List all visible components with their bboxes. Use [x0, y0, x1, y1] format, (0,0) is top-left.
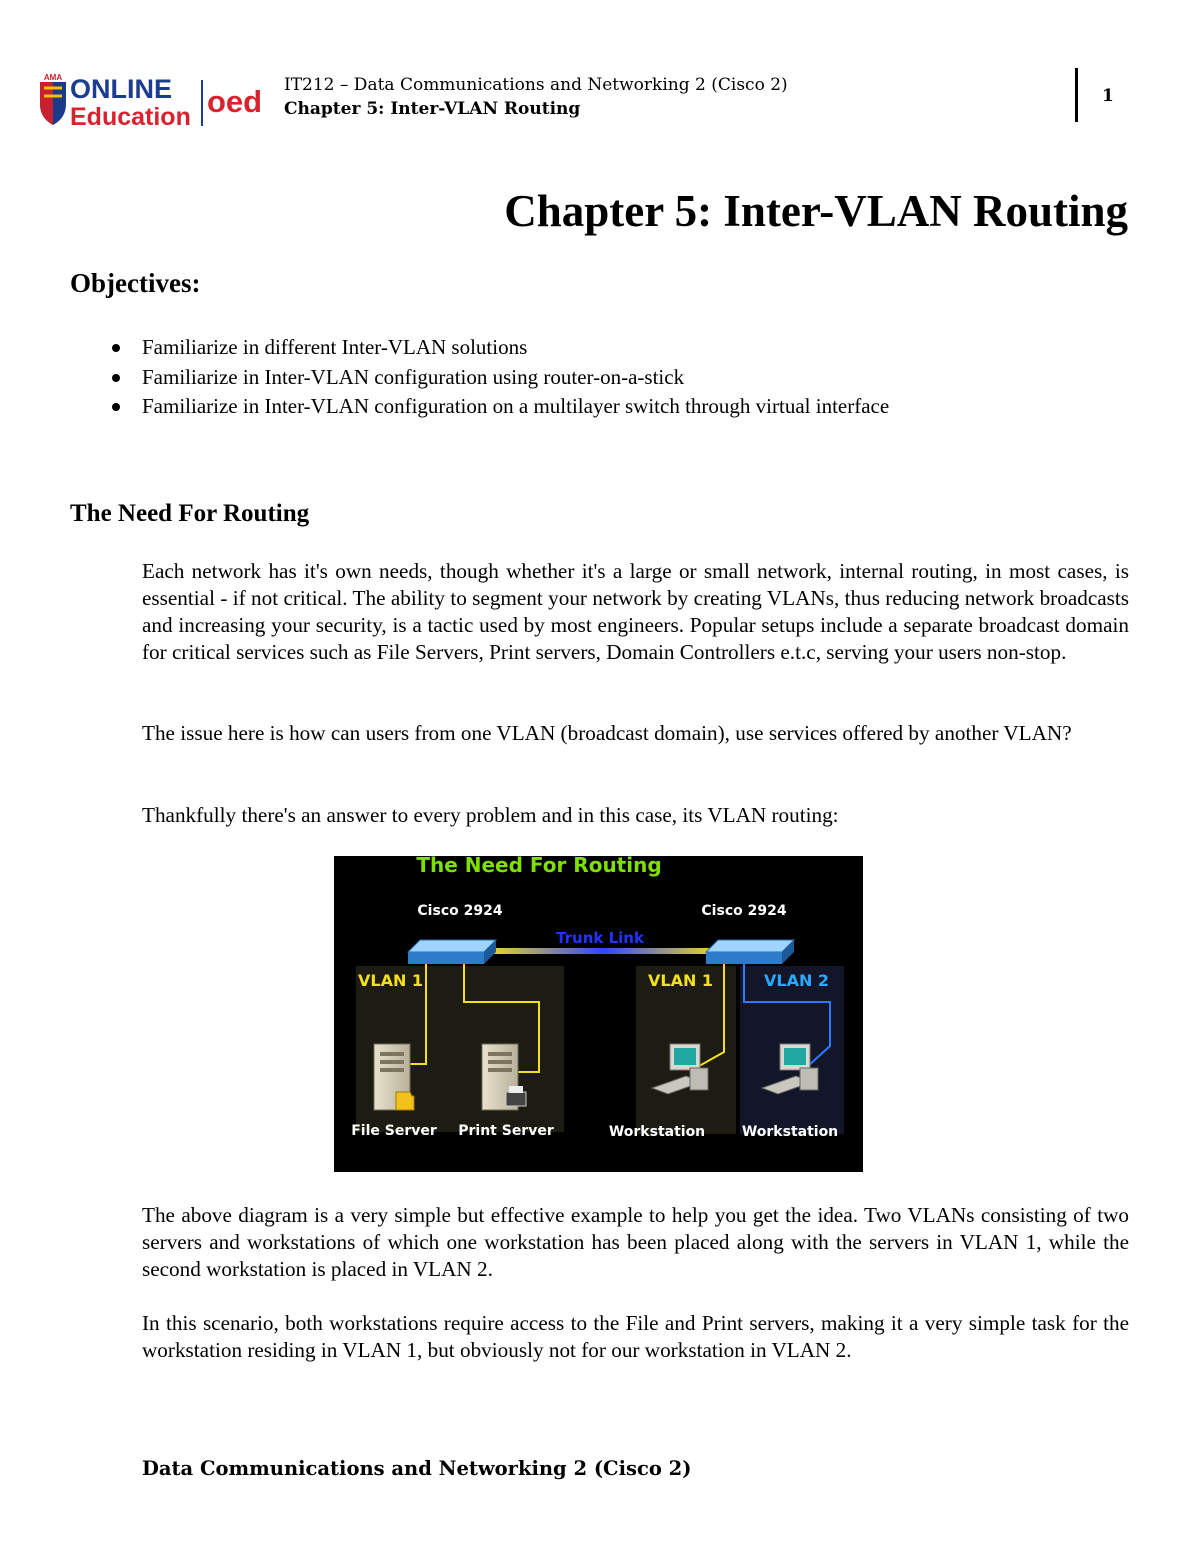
page-header	[36, 64, 1166, 134]
device-label: File Server	[351, 1123, 437, 1139]
objectives-heading: Objectives:	[70, 268, 201, 298]
diagram-title: The Need For Routing	[416, 856, 662, 877]
svg-text:oed: oed	[207, 84, 263, 119]
network-diagram	[334, 856, 863, 1172]
vlan-label: VLAN 1	[358, 971, 424, 990]
header-text	[284, 73, 788, 121]
page-number: 1	[1102, 86, 1114, 106]
online-education-logo	[36, 70, 276, 128]
section-heading: The Need For Routing	[70, 500, 310, 527]
vlan-label: VLAN 1	[648, 971, 714, 990]
device-label: Print Server	[458, 1123, 554, 1139]
switch-label-right: Cisco 2924	[701, 903, 787, 919]
paragraph: The issue here is how can users from one VLAN (broadcast domain), use services offered by another VLAN?	[142, 721, 1072, 745]
list-item: Familiarize in Inter-VLAN configuration using router-on-a-stick	[104, 363, 889, 393]
device-label: Workstation	[608, 1124, 706, 1140]
bullet-icon	[112, 374, 120, 382]
header-divider	[1075, 68, 1078, 122]
svg-text:AMA: AMA	[43, 73, 63, 82]
vlan-label: VLAN 2	[764, 971, 830, 990]
list-item: Familiarize in different Inter-VLAN solutions	[104, 333, 889, 363]
trunk-label: Trunk Link	[556, 929, 644, 947]
switch-icon	[408, 940, 496, 964]
objectives-list	[104, 333, 889, 422]
svg-text:ONLINE: ONLINE	[70, 74, 173, 104]
page-footer: Data Communications and Networking 2 (Cisco 2)	[142, 1457, 692, 1480]
trunk-link	[484, 948, 722, 954]
bullet-icon	[112, 403, 120, 411]
list-item: Familiarize in Inter-VLAN configuration on a multilayer switch through virtual interface	[104, 392, 889, 422]
file-server-icon	[374, 1044, 414, 1110]
course-title: IT212 – Data Communications and Networking 2 (Cisco 2)	[284, 75, 788, 95]
device-label: Workstation	[741, 1124, 839, 1140]
page-title: Chapter 5: Inter-VLAN Routing	[504, 186, 1128, 236]
svg-text:Education: Education	[70, 103, 191, 128]
paragraph: Thankfully there's an answer to every problem and in this case, its VLAN routing:	[142, 803, 839, 827]
paragraph: Each network has it's own needs, though whether it's a large or small network, internal routing, in most cases, is essential - if not critical. The ability to segment your network by creating VLANs, thus reducing network broadcasts and increasing your security, is a tactic used by most engineers. Popular setups include a separate broadcast domain for critical services such as File Servers, Print servers, Domain Controllers e.t.c, serving your users non-stop.	[142, 559, 1129, 664]
bullet-icon	[112, 344, 120, 352]
paragraph: In this scenario, both workstations require access to the File and Print servers, making it a very simple task for the workstation residing in VLAN 1, but obviously not for our workstation in VLAN 2.	[142, 1311, 1129, 1362]
switch-label-left: Cisco 2924	[417, 903, 503, 919]
paragraph: The above diagram is a very simple but effective example to help you get the idea. Two VLANs consisting of two servers and workstations of which one workstation has been placed along with the servers in VLAN 1, while the second workstation is placed in VLAN 2.	[142, 1203, 1129, 1281]
chapter-subtitle: Chapter 5: Inter-VLAN Routing	[284, 99, 581, 119]
switch-icon	[706, 940, 794, 964]
